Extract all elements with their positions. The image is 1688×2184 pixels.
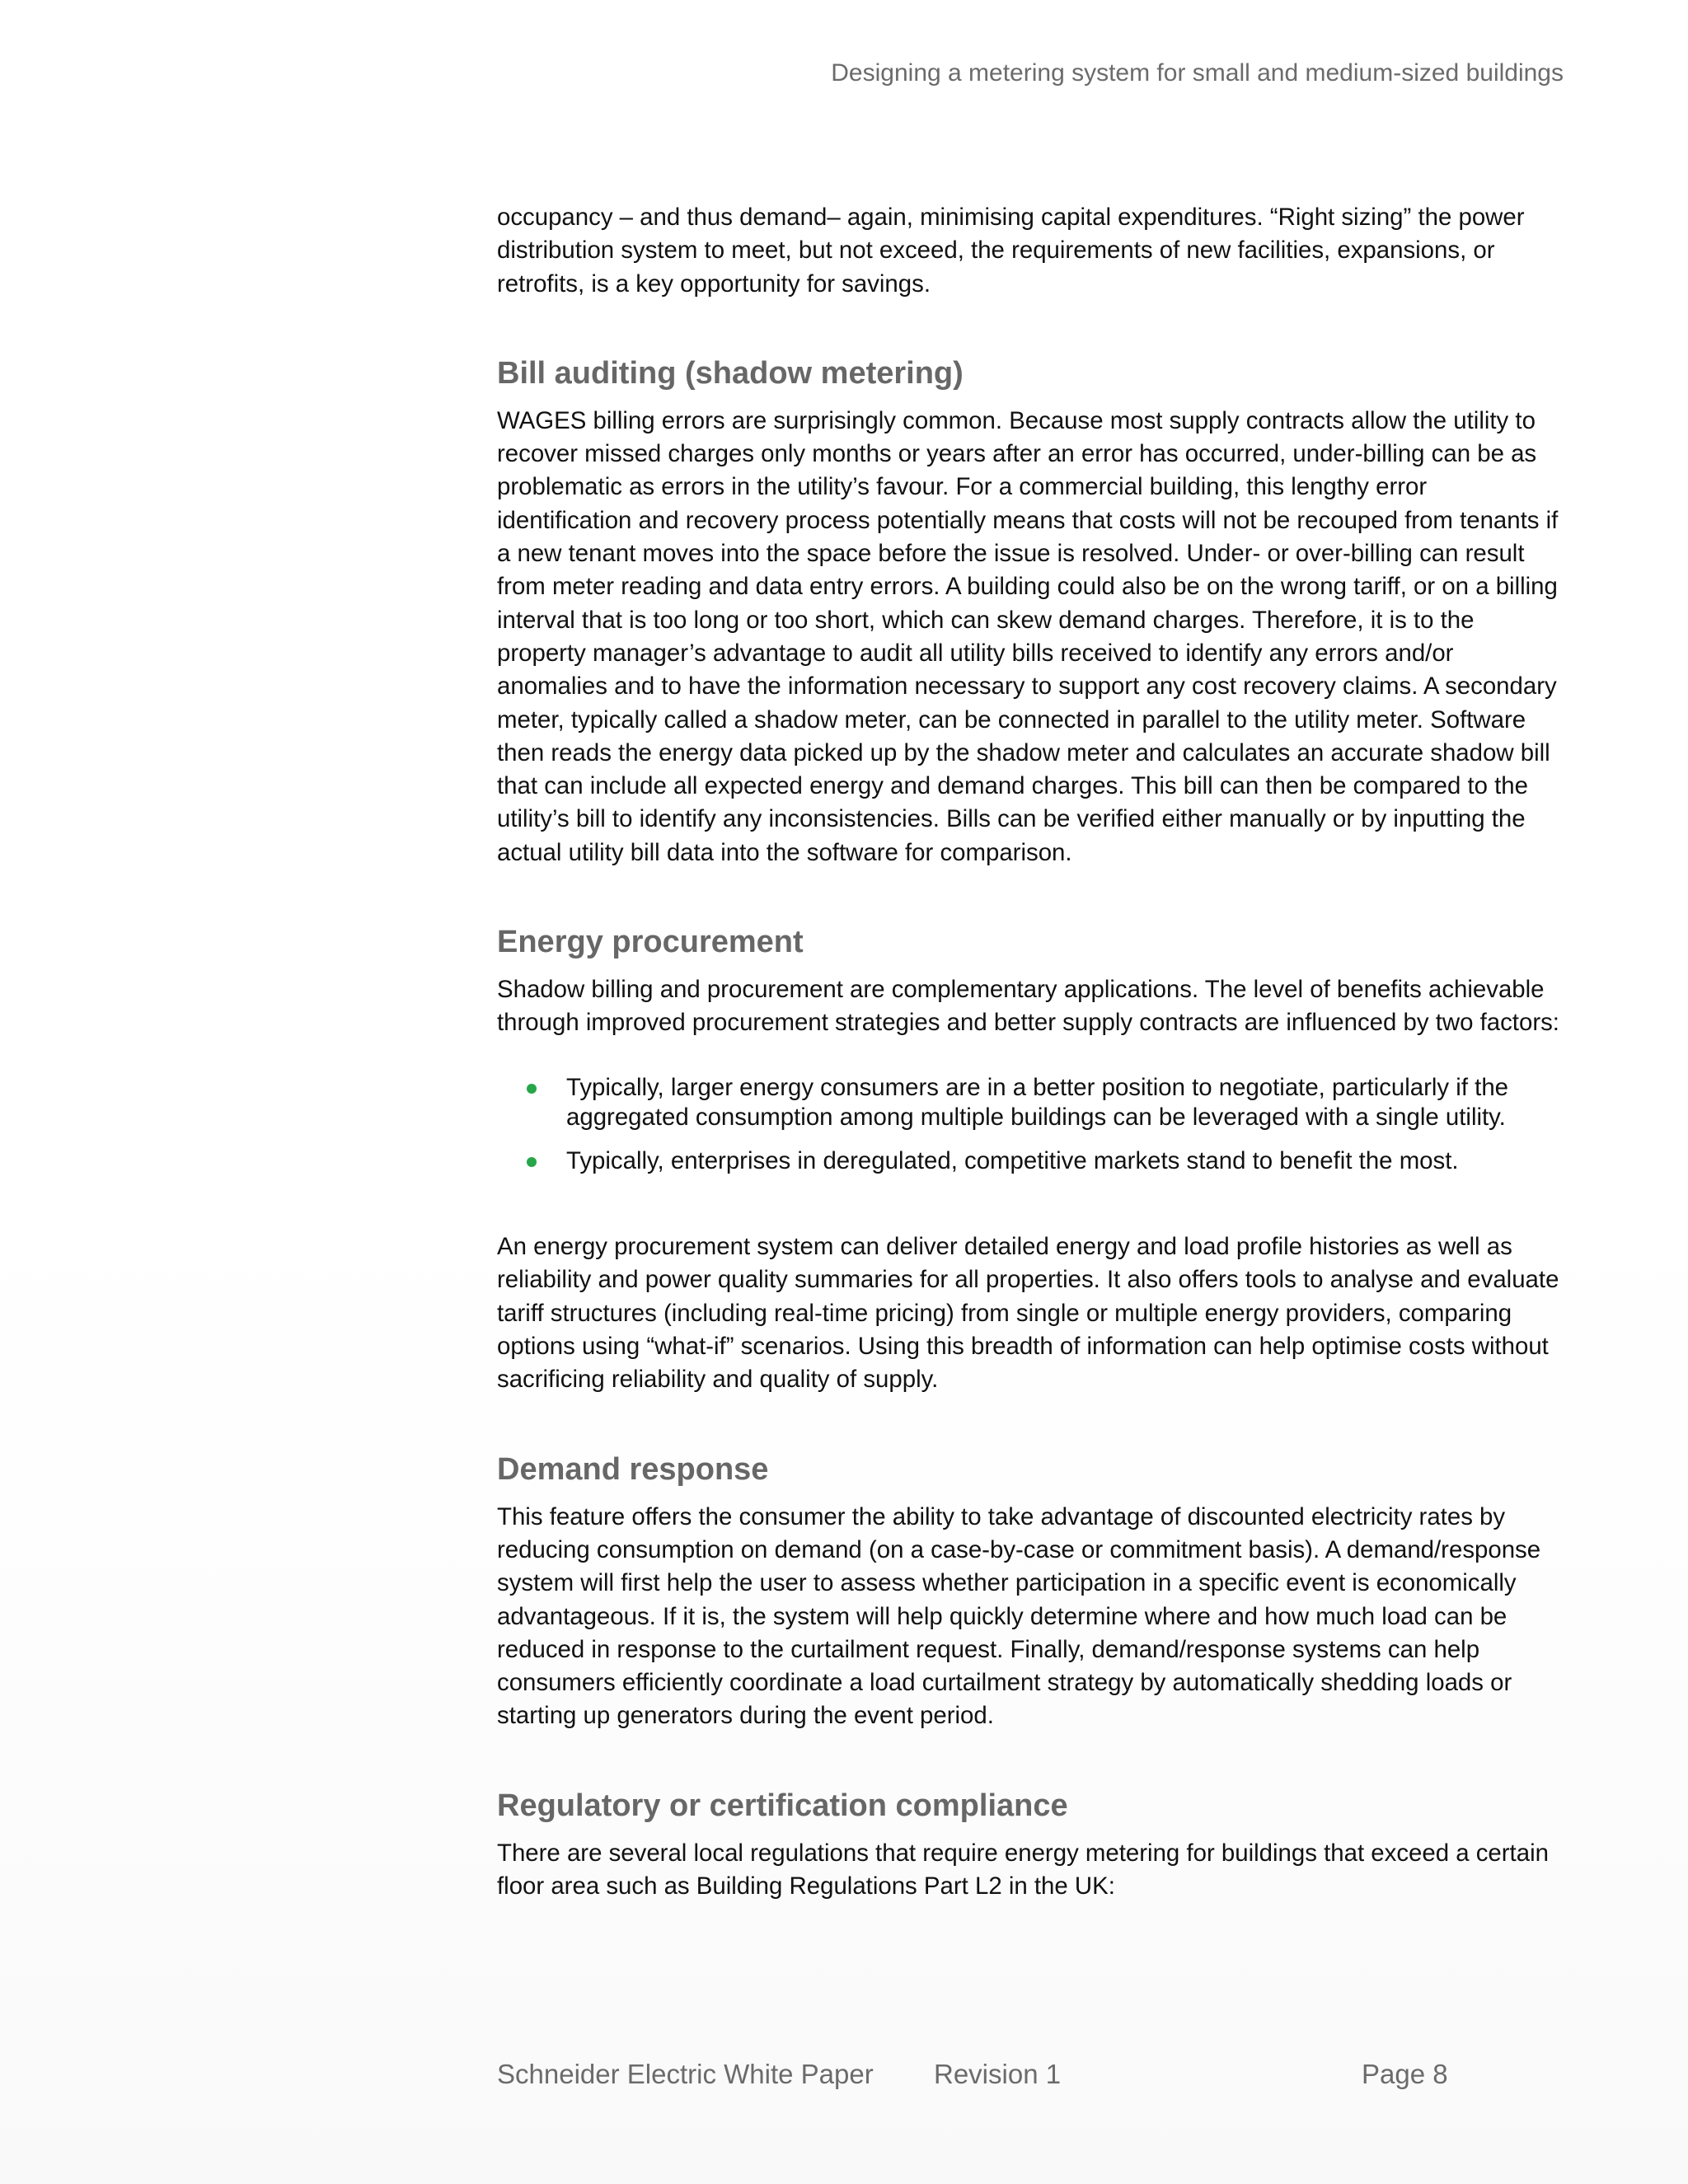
energy-procurement-paragraph-2: An energy procurement system can deliver detailed energy and load profile histories as well as reliability and power quality summaries for all properties. It also offers tools to analyse and evaluate tariff structures (including real-time pricing) from single or multiple energy providers, comparing options using “what-if” scenarios. Using this breadth of information can help optimise costs without sacrificing reliability and quality of supply. (497, 1233, 1559, 1394)
running-header: Designing a metering system for small and medium-sized buildings (831, 59, 1564, 87)
bullet-item (497, 1073, 1565, 1133)
intro-paragraph: occupancy – and thus demand– again, minimising capital expenditures. “Right sizing” the power distribution system to meet, but not exceed, the requirements of new facilities, expansions, or retrofits, is a key opportunity for savings. (497, 204, 1525, 298)
section-heading-regulatory: Regulatory or certification compliance (497, 1788, 1068, 1823)
bullet-item (497, 1146, 1565, 1177)
bill-auditing-paragraph: WAGES billing errors are surprisingly common. Because most supply contracts allow the utility to recover missed charges only months or years after an error has occurred, under-billing can be as problematic as errors in the utility’s favour. For a commercial building, this lengthy error identification and recovery process potentially means that costs will not be recouped from tenants if a new tenant moves into the space before the issue is resolved. Under- or over-billing can result from meter reading and data entry errors. A building could also be on the wrong tariff, or on a billing interval that is too long or too short, which can skew demand charges. Therefore, it is to the property manager’s advantage to audit all utility bills received to identify any errors and/or anomalies and to have the information necessary to support any cost recovery claims. A secondary meter, typically called a shadow meter, can be connected in parallel to the utility meter. Software then reads the energy data picked up by the shadow meter and calculates an accurate shadow bill that can include all expected energy and demand charges. This bill can then be compared to the utility’s bill to identify any inconsistencies. Bills can be verified either manually or by inputting the actual utility bill data into the software for comparison. (497, 406, 1559, 866)
page-footer (497, 2059, 1565, 2095)
footer-revision: Revision 1 (934, 2059, 1062, 2089)
bullet-text: Typically, enterprises in deregulated, competitive markets stand to benefit the most. (566, 1146, 1459, 1174)
footer-page-number: Page 8 (1362, 2059, 1448, 2089)
bullet-dot-icon (527, 1157, 537, 1167)
section-heading-demand-response: Demand response (497, 1451, 769, 1487)
demand-response-paragraph: This feature offers the consumer the ability to take advantage of discounted electricity rates by reducing consumption on demand (on a case-by-case or commitment basis). A demand/response system will first help the user to assess whether participation in a specific event is economically advantageous. If it is, the system will help quickly determine where and how much load can be reduced in response to the curtailment request. Finally, demand/response systems can help consumers efficiently coordinate a load curtailment strategy by automatically shedding loads or starting up generators during the event period. (497, 1502, 1541, 1730)
bullet-text: Typically, larger energy consumers are in a better position to negotiate, particularly if the aggregated consumption among multiple buildings can be leveraged with a single utility. (566, 1073, 1509, 1132)
section-heading-energy-procurement: Energy procurement (497, 925, 804, 960)
regulatory-paragraph: There are several local regulations that require energy metering for buildings that exceed a certain floor area such as Building Regulations Part L2 in the UK: (497, 1839, 1549, 1900)
footer-publisher: Schneider Electric White Paper (497, 2059, 874, 2089)
energy-procurement-paragraph: Shadow billing and procurement are complementary applications. The level of benefits achievable through improved procurement strategies and better supply contracts are influenced by two factors: (497, 976, 1559, 1037)
bullet-dot-icon (527, 1084, 537, 1094)
energy-procurement-bullet-list (497, 1073, 1565, 1177)
section-heading-bill-auditing: Bill auditing (shadow metering) (497, 355, 964, 391)
main-content (497, 201, 1565, 1903)
